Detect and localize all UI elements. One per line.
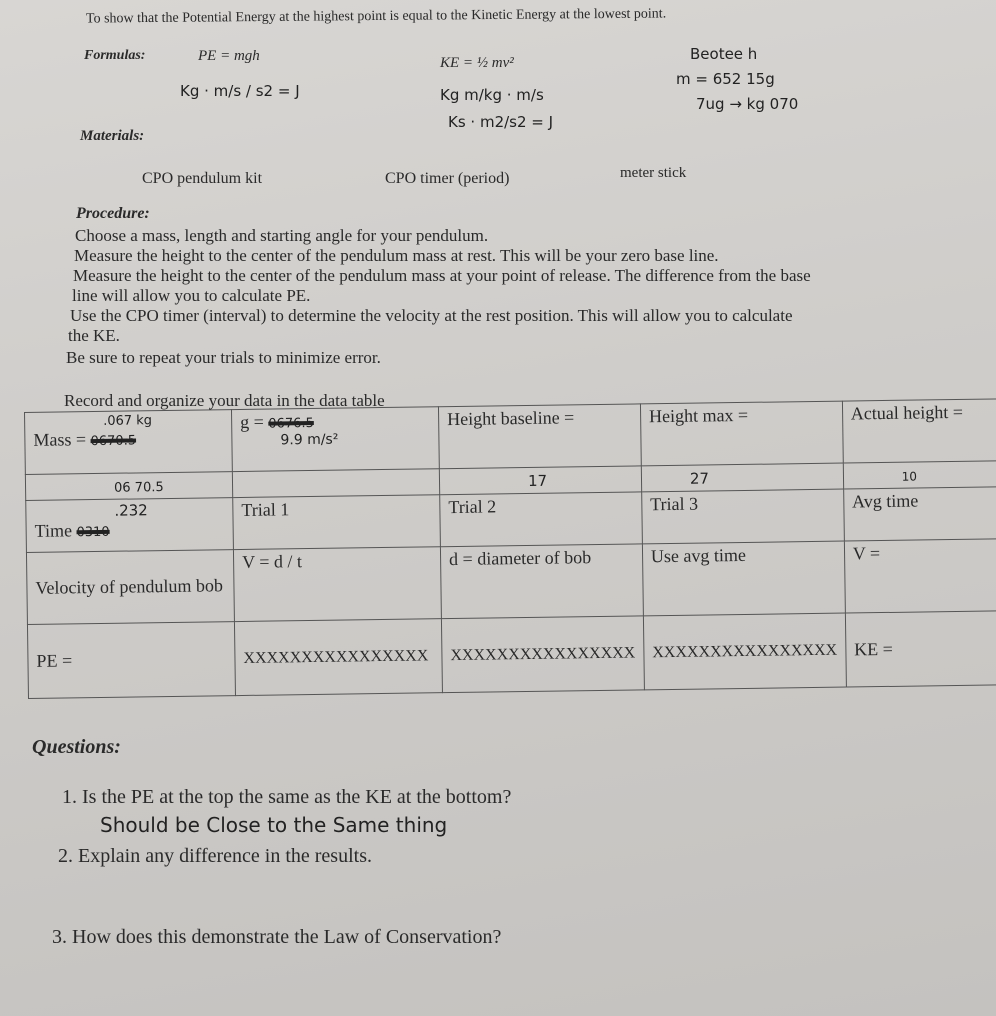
blocked-marker: XXXXXXXXXXXXXXXX bbox=[652, 641, 838, 661]
procedure-line: Be sure to repeat your trials to minimize error. bbox=[66, 348, 381, 367]
worksheet-title: To show that the Potential Energy at the highest point is equal to the Kinetic Energy at the lowest point. bbox=[85, 6, 667, 27]
height-max-label: Height max = bbox=[648, 404, 749, 427]
v-result-cell[interactable] bbox=[844, 539, 996, 613]
ke-units-2: Ks · m2/s2 = J bbox=[448, 113, 554, 131]
table-row bbox=[27, 611, 996, 699]
avg-time-label: Avg time bbox=[851, 490, 919, 512]
diameter-cell[interactable] bbox=[440, 544, 643, 619]
blocked-cell bbox=[441, 616, 644, 693]
velocity-label: Velocity of pendulum bob bbox=[35, 575, 224, 598]
blocked-cell bbox=[234, 619, 442, 696]
actual-height-value: 10 bbox=[901, 469, 918, 484]
actual-value-cell[interactable] bbox=[843, 461, 996, 489]
questions-label: Questions: bbox=[32, 736, 121, 758]
gravity-value: 9.9 m/s² bbox=[280, 431, 339, 449]
pe-units: Kg · m/s / s2 = J bbox=[180, 82, 300, 100]
answer-1[interactable]: Should be Close to the Same thing bbox=[100, 813, 448, 837]
trial-3-cell[interactable] bbox=[642, 489, 845, 544]
actual-height-cell[interactable] bbox=[842, 399, 996, 463]
materials-label: Materials: bbox=[80, 128, 145, 144]
question-1: 1. Is the PE at the top the same as the KE at the bottom? bbox=[62, 786, 512, 808]
time-value: .232 bbox=[114, 501, 148, 520]
mass-value: .067 kg bbox=[103, 413, 153, 429]
blocked-marker: XXXXXXXXXXXXXXXX bbox=[450, 643, 636, 664]
mass-struck-value: 0670.5 bbox=[90, 433, 137, 450]
avg-time-cell[interactable] bbox=[843, 487, 996, 541]
time-label: Time bbox=[34, 520, 73, 541]
v-result-label: V = bbox=[852, 543, 881, 564]
procedure-line: Measure the height to the center of the pendulum mass at rest. This will be your zero base line. bbox=[74, 246, 719, 265]
material-item: CPO pendulum kit bbox=[142, 170, 263, 187]
time-cell[interactable] bbox=[26, 498, 234, 553]
velocity-cell[interactable] bbox=[26, 550, 234, 625]
mass-reading: 06 70.5 bbox=[113, 480, 164, 496]
use-avg-time-label: Use avg time bbox=[650, 544, 747, 567]
actual-height-label: Actual height = bbox=[850, 401, 964, 424]
note-3: 7ug → kg 070 bbox=[696, 95, 799, 113]
ke-label: KE = bbox=[854, 638, 893, 660]
baseline-value-cell[interactable] bbox=[439, 466, 641, 495]
question-3: 3. How does this demonstrate the Law of Conservation? bbox=[52, 926, 502, 948]
height-max-cell[interactable] bbox=[640, 401, 843, 466]
trial-3-label: Trial 3 bbox=[650, 493, 699, 515]
gravity-value-cell[interactable] bbox=[232, 469, 439, 498]
question-2: 2. Explain any difference in the results. bbox=[58, 845, 372, 867]
max-value-cell[interactable] bbox=[641, 463, 843, 492]
material-item: meter stick bbox=[620, 165, 687, 181]
velocity-formula: V = d / t bbox=[241, 551, 303, 572]
procedure-line: Measure the height to the center of the pendulum mass at your point of release. The difference from the base bbox=[73, 266, 811, 285]
height-baseline-cell[interactable] bbox=[438, 404, 641, 469]
table-intro: Record and organize your data in the data table bbox=[64, 391, 385, 410]
height-baseline-label: Height baseline = bbox=[447, 407, 575, 430]
pe-label: PE = bbox=[36, 650, 73, 671]
procedure-line: line will allow you to calculate PE. bbox=[72, 286, 311, 305]
mass-value-cell[interactable] bbox=[25, 472, 232, 501]
time-struck-value: 0310 bbox=[76, 524, 110, 541]
mass-cell[interactable] bbox=[25, 410, 233, 475]
trial-1-label: Trial 1 bbox=[241, 499, 290, 520]
ke-formula: KE = ½ mv² bbox=[440, 55, 514, 71]
procedure-label: Procedure: bbox=[76, 205, 150, 222]
gravity-label: g = bbox=[240, 411, 264, 432]
baseline-value: 17 bbox=[527, 471, 548, 490]
velocity-formula-cell[interactable] bbox=[233, 547, 441, 622]
data-table bbox=[24, 398, 996, 699]
procedure-line: Use the CPO timer (interval) to determine the velocity at the rest position. This will allow you to calculate bbox=[70, 306, 793, 325]
table-row bbox=[26, 539, 996, 625]
trial-2-label: Trial 2 bbox=[448, 496, 497, 518]
procedure-line: the KE. bbox=[68, 326, 120, 345]
trial-2-cell[interactable] bbox=[440, 492, 643, 547]
trial-1-cell[interactable] bbox=[233, 495, 441, 550]
use-avg-time-cell[interactable] bbox=[642, 541, 845, 616]
formulas-label: Formulas: bbox=[84, 48, 146, 63]
ke-units: Kg m/kg · m/s bbox=[440, 86, 544, 104]
pe-cell[interactable] bbox=[27, 622, 235, 699]
blocked-cell bbox=[643, 613, 846, 690]
gravity-cell[interactable] bbox=[231, 407, 439, 472]
material-item: CPO timer (period) bbox=[385, 170, 510, 187]
ke-cell[interactable] bbox=[845, 611, 996, 687]
pe-formula: PE = mgh bbox=[198, 48, 260, 64]
height-max-value: 27 bbox=[689, 469, 710, 488]
note-2: m = 652 15g bbox=[676, 70, 775, 88]
note-1: Beotee h bbox=[690, 45, 758, 63]
diameter-label: d = diameter of bob bbox=[448, 547, 592, 570]
blocked-marker: XXXXXXXXXXXXXXXX bbox=[243, 646, 429, 667]
mass-label: Mass = bbox=[33, 429, 87, 450]
procedure-line: Choose a mass, length and starting angle for your pendulum. bbox=[75, 226, 489, 245]
gravity-struck-value: 0676.5 bbox=[268, 415, 314, 432]
